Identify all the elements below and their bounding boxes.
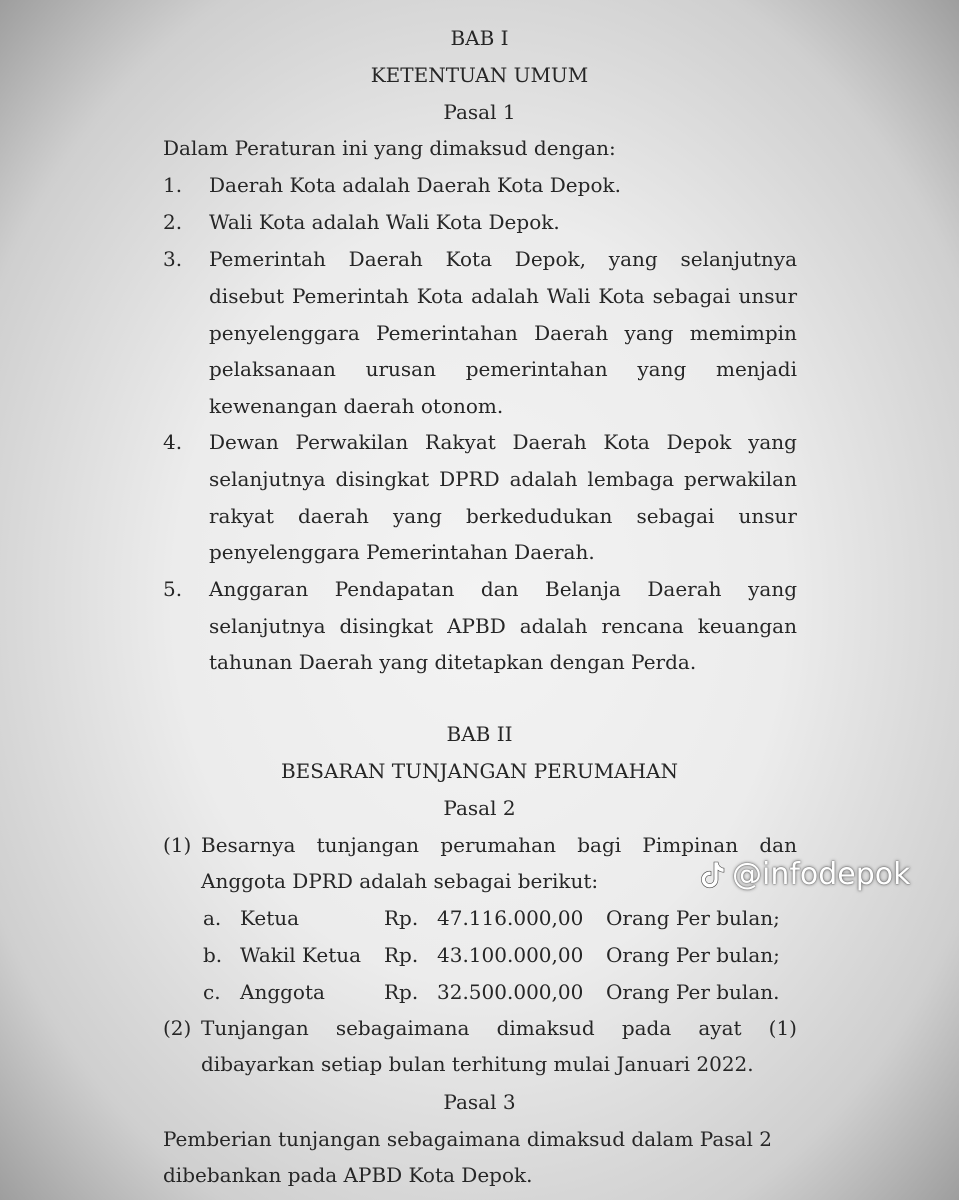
ayat-number: (2) <box>163 1016 192 1040</box>
item-text: Daerah Kota adalah Daerah Kota Depok. <box>209 173 621 197</box>
item-text <box>209 577 797 601</box>
word: Belanja <box>545 577 621 601</box>
word: memimpin <box>689 321 797 345</box>
row-role: Anggota <box>240 980 325 1004</box>
row-letter: c. <box>203 980 221 1004</box>
word: tunjangan <box>316 833 420 857</box>
word: yang <box>608 247 658 271</box>
word: Pemerintah <box>291 284 409 308</box>
word: sebagai <box>636 504 715 528</box>
watermark-handle: @infodepok <box>732 857 911 892</box>
word: daerah <box>297 504 369 528</box>
word: disingkat <box>339 614 434 638</box>
bab2-heading: BESARAN TUNJANGAN PERUMAHAN <box>280 759 678 783</box>
item-text <box>209 614 797 638</box>
word: Kota <box>445 247 493 271</box>
word: selanjutnya <box>680 247 797 271</box>
word: pemerintahan <box>465 357 608 381</box>
word: rencana <box>601 614 684 638</box>
ayat-text <box>201 833 797 857</box>
bab1-title: BAB I <box>450 26 509 50</box>
word: dan <box>480 577 519 601</box>
word: sebagaimana <box>335 1016 470 1040</box>
row-amount: 43.100.000,00 <box>437 943 584 967</box>
item-number: 2. <box>163 210 183 234</box>
word: rakyat <box>209 504 274 528</box>
word: yang <box>624 321 674 345</box>
word: Kota <box>416 284 464 308</box>
word: penyelenggara <box>209 321 360 345</box>
word: Perwakilan <box>295 430 409 454</box>
word: APBD <box>447 614 506 638</box>
word: Kota <box>598 284 645 308</box>
pasal3-text: dibebankan pada APBD Kota Depok. <box>163 1163 533 1187</box>
row-letter: a. <box>203 906 222 930</box>
word: pelaksanaan <box>209 357 336 381</box>
word: Anggaran <box>209 577 309 601</box>
word: (1) <box>768 1016 797 1040</box>
bab1-heading: KETENTUAN UMUM <box>370 63 589 87</box>
word: disingkat <box>335 467 430 491</box>
word: Pimpinan <box>642 833 739 857</box>
word: Kota <box>603 430 650 454</box>
item-text <box>209 430 797 454</box>
row-unit: Orang Per bulan. <box>606 980 780 1004</box>
word: yang <box>748 577 797 601</box>
watermark <box>700 857 911 892</box>
pasal1-title: Pasal 1 <box>443 100 516 124</box>
item-number: 1. <box>163 173 183 197</box>
item-text: kewenangan daerah otonom. <box>209 394 504 418</box>
word: adalah <box>471 284 539 308</box>
item-text <box>209 504 797 528</box>
word: bagi <box>577 833 622 857</box>
word: Rakyat <box>424 430 496 454</box>
item-text <box>209 321 797 345</box>
row-role: Ketua <box>240 906 300 930</box>
ayat-text: Anggota DPRD adalah sebagai berikut: <box>201 869 599 893</box>
tiktok-icon <box>700 860 726 890</box>
ayat-text <box>201 1016 797 1040</box>
word: Besarnya <box>201 833 296 857</box>
word: Pendapatan <box>334 577 455 601</box>
item-text <box>209 357 797 381</box>
word: Pemerintahan <box>376 321 518 345</box>
row-unit: Orang Per bulan; <box>606 906 780 930</box>
row-role: Wakil Ketua <box>240 943 362 967</box>
ayat-number: (1) <box>163 833 192 857</box>
row-currency: Rp. <box>384 980 419 1004</box>
word: keuangan <box>697 614 797 638</box>
ayat-text: dibayarkan setiap bulan terhitung mulai Januari 2022. <box>201 1052 754 1076</box>
word: sebagai <box>652 284 731 308</box>
word: Depok, <box>514 247 586 271</box>
pasal1-intro: Dalam Peraturan ini yang dimaksud dengan: <box>163 136 616 160</box>
item-number: 4. <box>163 430 183 454</box>
word: Dewan <box>209 430 279 454</box>
item-text: Wali Kota adalah Wali Kota Depok. <box>209 210 560 234</box>
word: dan <box>759 833 797 857</box>
row-currency: Rp. <box>384 943 419 967</box>
word: Daerah <box>348 247 423 271</box>
word: unsur <box>738 284 797 308</box>
word: disebut <box>209 284 285 308</box>
word: selanjutnya <box>209 614 326 638</box>
pasal2-title: Pasal 2 <box>443 796 516 820</box>
item-text: penyelenggara Pemerintahan Daerah. <box>209 540 595 564</box>
word: Daerah <box>647 577 722 601</box>
pasal3-title: Pasal 3 <box>443 1090 516 1114</box>
word: selanjutnya <box>209 467 326 491</box>
word: menjadi <box>715 357 797 381</box>
row-amount: 47.116.000,00 <box>437 906 584 930</box>
word: perumahan <box>440 833 556 857</box>
word: Pemerintah <box>209 247 326 271</box>
word: yang <box>637 357 687 381</box>
word: yang <box>392 504 442 528</box>
word: Depok <box>666 430 732 454</box>
item-text: tahunan Daerah yang ditetapkan dengan Perda. <box>209 650 697 674</box>
item-number: 5. <box>163 577 183 601</box>
word: adalah <box>519 614 588 638</box>
word: berkedudukan <box>465 504 613 528</box>
item-text <box>209 467 797 491</box>
word: dimaksud <box>496 1016 595 1040</box>
word: ayat <box>698 1016 742 1040</box>
word: pada <box>621 1016 672 1040</box>
row-currency: Rp. <box>384 906 419 930</box>
word: unsur <box>738 504 797 528</box>
word: Daerah <box>534 321 609 345</box>
word: Daerah <box>512 430 587 454</box>
row-letter: b. <box>203 943 223 967</box>
pasal3-text: Pemberian tunjangan sebagaimana dimaksud dalam Pasal 2 <box>163 1127 772 1151</box>
word: adalah <box>509 467 578 491</box>
row-amount: 32.500.000,00 <box>437 980 584 1004</box>
word: DPRD <box>439 467 500 491</box>
row-unit: Orang Per bulan; <box>606 943 780 967</box>
word: Wali <box>546 284 591 308</box>
bab2-title: BAB II <box>446 722 513 746</box>
word: Tunjangan <box>201 1016 309 1040</box>
word: perwakilan <box>684 467 797 491</box>
word: yang <box>748 430 797 454</box>
word: urusan <box>365 357 436 381</box>
item-number: 3. <box>163 247 183 271</box>
word: lembaga <box>587 467 675 491</box>
item-text <box>209 284 797 308</box>
item-text <box>209 247 797 271</box>
